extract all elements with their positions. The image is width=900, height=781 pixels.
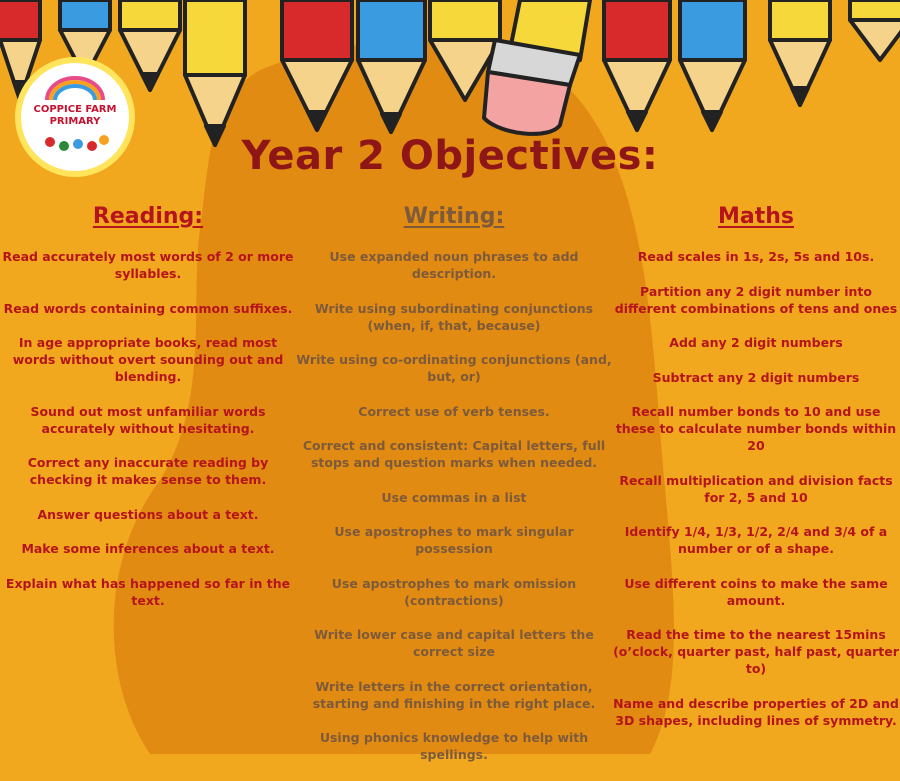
pencil-icon	[358, 0, 425, 132]
writing-item: Correct use of verb tenses.	[358, 403, 550, 419]
writing-column	[296, 200, 612, 781]
maths-item: Partition any 2 digit number into different combinations of tens and ones	[614, 283, 898, 316]
page-title: Year 2 Objectives:	[241, 133, 659, 179]
maths-item: Subtract any 2 digit numbers	[652, 369, 860, 385]
reading-item: Correct any inaccurate reading by checking it makes sense to them.	[27, 455, 269, 487]
pencil-icon	[604, 0, 670, 130]
maths-heading: Maths	[717, 204, 794, 229]
writing-heading: Writing:	[403, 204, 505, 229]
writing-item: Write using subordinating conjunctions (when, if, that, because)	[314, 300, 594, 333]
logo-line-2: PRIMARY	[49, 116, 101, 127]
writing-item: Write letters in the correct orientation, starting and finishing in the right place.	[312, 678, 596, 711]
pencil-icon	[770, 0, 830, 105]
writing-item: Write lower case and capital letters the correct size	[314, 627, 594, 659]
pencil-icon	[850, 0, 900, 60]
school-logo	[14, 56, 136, 178]
pencil-icon	[680, 0, 745, 130]
logo-line-1: COPPICE FARM	[33, 104, 117, 115]
reading-item: Explain what has happened so far in the text.	[5, 575, 291, 608]
maths-item: Name and describe properties of 2D and 3D shapes, including lines of symmetry.	[613, 695, 899, 728]
reading-item: Sound out most unfamiliar words accurately without hesitating.	[30, 403, 266, 436]
reading-item: Make some inferences about a text.	[21, 541, 275, 556]
reading-item: Read words containing common suffixes.	[3, 300, 293, 316]
writing-item: Use apostrophes to mark singular possession	[334, 524, 574, 556]
writing-item: Write using co-ordinating conjunctions (and, but, or)	[296, 352, 612, 384]
writing-item: Using phonics knowledge to help with spellings.	[319, 730, 589, 762]
maths-column	[612, 200, 900, 746]
pencil-icon	[185, 0, 245, 145]
maths-item: Add any 2 digit numbers	[669, 335, 843, 350]
reading-item: Answer questions about a text.	[37, 506, 259, 522]
maths-item: Recall multiplication and division facts for 2, 5 and 10	[619, 472, 893, 505]
maths-item: Recall number bonds to 10 and use these to calculate number bonds within 20	[615, 404, 897, 453]
reading-item: Read accurately most words of 2 or more syllables.	[2, 249, 294, 281]
maths-item: Use different coins to make the same amount.	[624, 575, 888, 608]
maths-item: Read scales in 1s, 2s, 5s and 10s.	[637, 249, 875, 264]
reading-heading: Reading:	[92, 204, 204, 229]
maths-item: Identify 1/4, 1/3, 1/2, 2/4 and 3/4 of a number or of a shape.	[624, 524, 888, 556]
pencil-icon	[282, 0, 352, 130]
reading-column	[0, 200, 296, 626]
writing-item: Correct and consistent: Capital letters, full stops and question marks when needed.	[302, 438, 606, 470]
writing-item: Use commas in a list	[381, 489, 527, 505]
reading-item: In age appropriate books, read most words without overt sounding out and blending.	[12, 335, 284, 384]
maths-item: Read the time to the nearest 15mins (o’clock, quarter past, half past, quarter to)	[613, 627, 899, 676]
writing-item: Use apostrophes to mark omission (contractions)	[331, 575, 577, 608]
writing-item: Use expanded noun phrases to add description.	[329, 249, 579, 281]
